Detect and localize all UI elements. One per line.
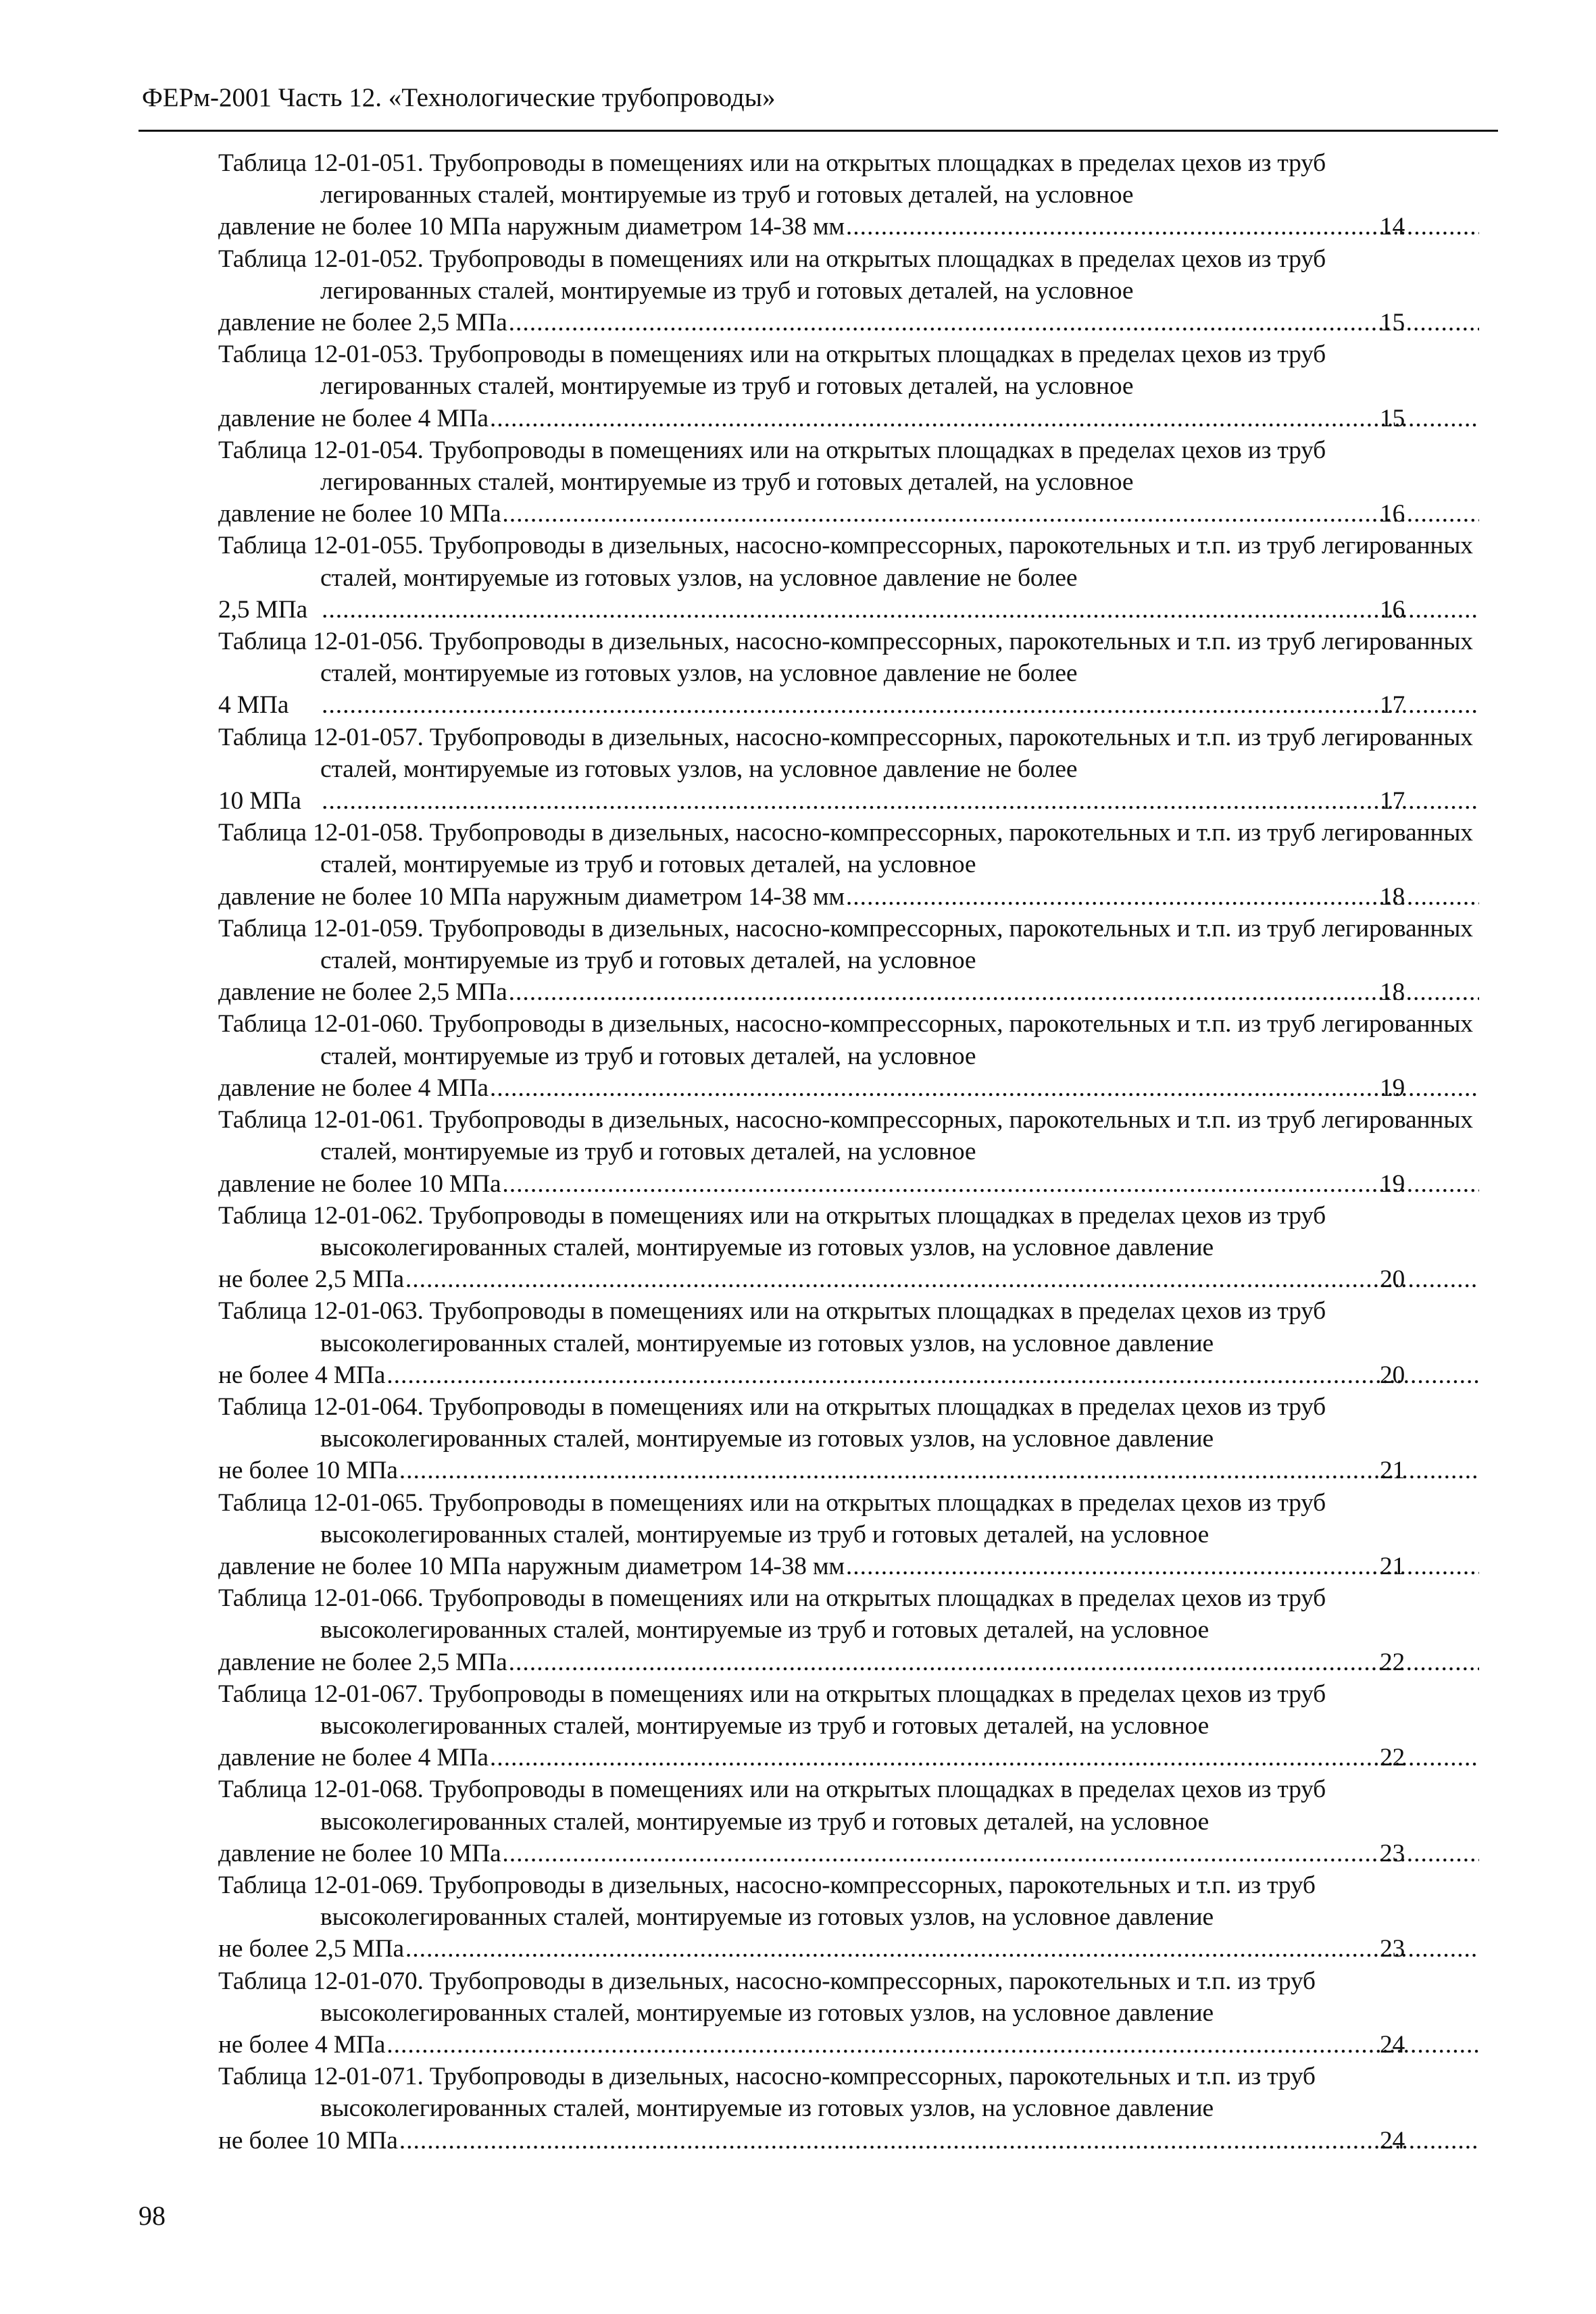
toc-entry (218, 1104, 1482, 1200)
toc-entry-title: Таблица 12-01-061. Трубопроводы в дизельных, насосно-компрессорных, парокотельных и т.п. из труб легированных сталей, монтируемые из труб и готовых деталей, на условное (218, 1106, 1473, 1166)
toc-entry (218, 147, 1482, 243)
toc-entry-title-end: давление не более 2,5 МПа (218, 1648, 507, 1676)
toc-entry (218, 530, 1482, 626)
dot-leader (386, 1359, 1479, 1391)
toc-entry-last-line: давление не более 10 МПа наружным диаметром 14-38 мм ..... 21 (320, 1551, 1482, 1582)
dot-leader (509, 976, 1479, 1008)
dot-leader (490, 403, 1479, 434)
dot-leader (405, 1263, 1479, 1295)
dot-leader (490, 1742, 1479, 1774)
toc-entry-title: Таблица 12-01-064. Трубопроводы в помещениях или на открытых площадках в пределах цехов из труб высоколегированных сталей, монтируемые из готовых узлов, на условное давление (218, 1392, 1326, 1453)
toc-entry-title: Таблица 12-01-062. Трубопроводы в помещениях или на открытых площадках в пределах цехов из труб высоколегированных сталей, монтируемые из готовых узлов, на условное давление (218, 1201, 1326, 1261)
toc-entry-title-end: давление не более 4 МПа (218, 1744, 489, 1772)
dot-leader (502, 1168, 1479, 1200)
toc-entry-last-line: давление не более 10 МПа ..... 19 (320, 1168, 1482, 1200)
toc-entry-last-line: 2,5 МПа ..... 16 (320, 594, 1482, 626)
toc-entry-last-line: 4 МПа ..... 17 (320, 689, 1482, 721)
toc-entry-title: Таблица 12-01-071. Трубопроводы в дизельных, насосно-компрессорных, парокотельных и т.п. из труб высоколегированных сталей, монтируемые из готовых узлов, на условное давление (218, 2063, 1316, 2123)
toc-entry-title-end: не более 2,5 МПа (218, 1265, 404, 1294)
dot-leader (322, 785, 1479, 817)
toc-entry-title-end: давление не более 10 МПа наружным диаметром 14-38 мм (218, 213, 845, 241)
toc-entry (218, 1869, 1482, 1965)
toc-entry-title: Таблица 12-01-054. Трубопроводы в помещениях или на открытых площадках в пределах цехов из труб легированных сталей, монтируемые из труб и готовых деталей, на условное (218, 436, 1326, 497)
toc-entry (218, 243, 1482, 339)
toc-entry-title-end: давление не более 10 МПа (218, 500, 501, 528)
dot-leader (490, 1072, 1479, 1104)
toc-entry-title-end: давление не более 10 МПа наружным диаметром 14-38 мм (218, 1552, 845, 1580)
dot-leader (405, 1933, 1479, 1965)
dot-leader (502, 1838, 1479, 1869)
table-of-contents (218, 147, 1482, 2157)
toc-entry-title-end: давление не более 4 МПа (218, 1074, 489, 1102)
toc-entry-title-end: не более 4 МПа (218, 1361, 386, 1389)
toc-entry-title: Таблица 12-01-068. Трубопроводы в помещениях или на открытых площадках в пределах цехов из труб высоколегированных сталей, монтируемые из труб и готовых деталей, на условное (218, 1776, 1326, 1836)
toc-entry-title: Таблица 12-01-051. Трубопроводы в помещениях или на открытых площадках в пределах цехов из труб легированных сталей, монтируемые из труб и готовых деталей, на условное (218, 149, 1326, 209)
toc-entry-title: Таблица 12-01-067. Трубопроводы в помещениях или на открытых площадках в пределах цехов из труб высоколегированных сталей, монтируемые из труб и готовых деталей, на условное (218, 1680, 1326, 1740)
toc-entry (218, 1391, 1482, 1487)
toc-entry (218, 2061, 1482, 2157)
toc-entry (218, 1008, 1482, 1104)
toc-entry (218, 434, 1482, 530)
toc-entry-title-end: давление не более 10 МПа (218, 1169, 501, 1198)
toc-entry (218, 338, 1482, 434)
toc-entry-last-line: давление не более 10 МПа наружным диаметром 14-38 мм ..... 18 (320, 881, 1482, 913)
toc-entry-last-line: не более 10 МПа ..... 21 (320, 1455, 1482, 1486)
toc-entry (218, 1774, 1482, 1869)
toc-entry-last-line: не более 4 МПа ..... 20 (320, 1359, 1482, 1391)
toc-entry-title: Таблица 12-01-056. Трубопроводы в дизельных, насосно-компрессорных, парокотельных и т.п. из труб легированных сталей, монтируемые из готовых узлов, на условное давление не более (218, 628, 1473, 688)
toc-entry (218, 1200, 1482, 1296)
toc-entry-title-end: давление не более 2,5 МПа (218, 978, 507, 1007)
dot-leader (509, 1646, 1479, 1678)
toc-entry (218, 1678, 1482, 1774)
toc-entry-last-line: не более 4 МПа ..... 24 (320, 2029, 1482, 2061)
toc-entry-title: Таблица 12-01-052. Трубопроводы в помещениях или на открытых площадках в пределах цехов из труб легированных сталей, монтируемые из труб и готовых деталей, на условное (218, 245, 1326, 305)
dot-leader (386, 2029, 1479, 2061)
toc-entry-title: Таблица 12-01-059. Трубопроводы в дизельных, насосно-компрессорных, парокотельных и т.п. из труб легированных сталей, монтируемые из труб и готовых деталей, на условное (218, 914, 1473, 975)
dot-leader (502, 498, 1479, 530)
dot-leader (509, 307, 1479, 338)
toc-entry-last-line: давление не более 4 МПа ..... 22 (320, 1742, 1482, 1774)
toc-entry-title: Таблица 12-01-063. Трубопроводы в помещениях или на открытых площадках в пределах цехов из труб высоколегированных сталей, монтируемые из готовых узлов, на условное давление (218, 1297, 1326, 1357)
dot-leader (322, 689, 1479, 721)
dot-leader (399, 2125, 1479, 2157)
header-rule (139, 130, 1498, 132)
toc-entry-title-end: давление не более 4 МПа (218, 404, 489, 432)
toc-entry-last-line: давление не более 4 МПа ..... 15 (320, 403, 1482, 434)
toc-entry-title: Таблица 12-01-060. Трубопроводы в дизельных, насосно-компрессорных, парокотельных и т.п. из труб легированных сталей, монтируемые из труб и готовых деталей, на условное (218, 1010, 1473, 1070)
toc-entry-title-end: давление не более 2,5 МПа (218, 309, 507, 337)
toc-entry-title: Таблица 12-01-055. Трубопроводы в дизельных, насосно-компрессорных, парокотельных и т.п. из труб легированных сталей, монтируемые из готовых узлов, на условное давление не более (218, 532, 1473, 592)
toc-entry-title-end: не более 2,5 МПа (218, 1935, 404, 1963)
toc-entry-title-end: не более 10 МПа (218, 2126, 398, 2155)
toc-entry-title: Таблица 12-01-053. Трубопроводы в помещениях или на открытых площадках в пределах цехов из труб легированных сталей, монтируемые из труб и готовых деталей, на условное (218, 341, 1326, 401)
toc-entry-last-line: не более 10 МПа ..... 24 (320, 2125, 1482, 2157)
toc-entry-last-line: давление не более 10 МПа наружным диаметром 14-38 мм ..... 14 (320, 211, 1482, 243)
toc-entry-last-line: 10 МПа ..... 17 (320, 785, 1482, 817)
toc-entry (218, 1965, 1482, 2061)
toc-entry-last-line: давление не более 10 МПа ..... 16 (320, 498, 1482, 530)
toc-entry-title: Таблица 12-01-058. Трубопроводы в дизельных, насосно-компрессорных, парокотельных и т.п. из труб легированных сталей, монтируемые из труб и готовых деталей, на условное (218, 819, 1473, 879)
toc-entry-title: Таблица 12-01-057. Трубопроводы в дизельных, насосно-компрессорных, парокотельных и т.п. из труб легированных сталей, монтируемые из готовых узлов, на условное давление не более (218, 723, 1473, 783)
page-number: 98 (139, 2200, 166, 2231)
toc-entry-title-end: давление не более 10 МПа наружным диаметром 14-38 мм (218, 882, 845, 911)
toc-entry-title: Таблица 12-01-065. Трубопроводы в помещениях или на открытых площадках в пределах цехов из труб высоколегированных сталей, монтируемые из труб и готовых деталей, на условное (218, 1488, 1326, 1549)
toc-entry-title: Таблица 12-01-066. Трубопроводы в помещениях или на открытых площадках в пределах цехов из труб высоколегированных сталей, монтируемые из труб и готовых деталей, на условное (218, 1584, 1326, 1644)
toc-entry-last-line: давление не более 4 МПа ..... 19 (320, 1072, 1482, 1104)
toc-entry-last-line: давление не более 2,5 МПа ..... 15 (320, 307, 1482, 338)
toc-entry-title-end: не более 10 МПа (218, 1457, 398, 1485)
toc-entry (218, 722, 1482, 818)
toc-entry (218, 817, 1482, 913)
toc-entry-title-end: не более 4 МПа (218, 2030, 386, 2059)
toc-entry (218, 1582, 1482, 1678)
toc-entry-last-line: давление не более 2,5 МПа ..... 22 (320, 1646, 1482, 1678)
running-header: ФЕРм-2001 Часть 12. «Технологические трубопроводы» (142, 83, 776, 112)
toc-entry-title-end: давление не более 10 МПа (218, 1839, 501, 1867)
dot-leader (322, 594, 1479, 626)
toc-entry-title: Таблица 12-01-070. Трубопроводы в дизельных, насосно-компрессорных, парокотельных и т.п. из труб высоколегированных сталей, монтируемые из готовых узлов, на условное давление (218, 1967, 1316, 2027)
toc-entry-last-line: не более 2,5 МПа ..... 23 (320, 1933, 1482, 1965)
toc-entry (218, 1487, 1482, 1583)
toc-entry-title: Таблица 12-01-069. Трубопроводы в дизельных, насосно-компрессорных, парокотельных и т.п. из труб высоколегированных сталей, монтируемые из готовых узлов, на условное давление (218, 1871, 1316, 1932)
dot-leader (399, 1455, 1479, 1486)
toc-entry (218, 1295, 1482, 1391)
toc-entry-last-line: давление не более 2,5 МПа ..... 18 (320, 976, 1482, 1008)
toc-entry (218, 626, 1482, 722)
toc-entry (218, 913, 1482, 1009)
toc-entry-last-line: давление не более 10 МПа ..... 23 (320, 1838, 1482, 1869)
toc-entry-last-line: не более 2,5 МПа ..... 20 (320, 1263, 1482, 1295)
